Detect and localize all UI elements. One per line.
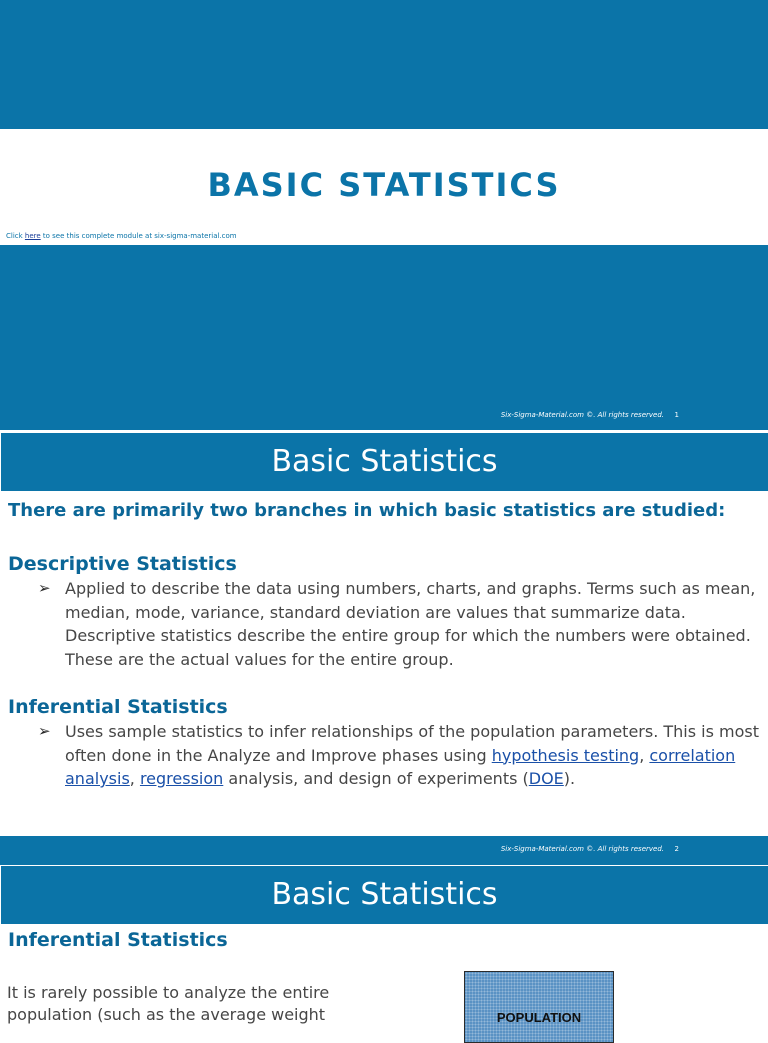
regression-link[interactable]: regression bbox=[139, 769, 224, 788]
descriptive-heading: Descriptive Statistics bbox=[8, 553, 237, 575]
separator: , bbox=[129, 769, 140, 788]
slide3-body-text: It is rarely possible to analyze the entire population (such as the average weight bbox=[7, 983, 330, 1024]
slide2-footer-copyright: Six-Sigma-Material.com ©. All rights reserved. bbox=[500, 845, 664, 853]
slide3-inferential-heading: Inferential Statistics bbox=[8, 929, 228, 951]
slide1-title: BASIC STATISTICS bbox=[207, 166, 561, 204]
descriptive-bullet bbox=[38, 577, 764, 671]
inferential-bullet-text bbox=[38, 720, 764, 791]
hypothesis-testing-link[interactable]: hypothesis testing bbox=[491, 745, 640, 765]
arrow-bullet-icon: ➢ bbox=[38, 722, 51, 740]
doe-link[interactable]: DOE bbox=[528, 769, 564, 788]
inferential-text-mid: analysis, and design of experiments ( bbox=[223, 769, 529, 788]
population-box bbox=[464, 971, 614, 1043]
slide1-top-band bbox=[0, 0, 768, 129]
slide2-intro: There are primarily two branches in which basic statistics are studied: bbox=[8, 500, 726, 521]
separator: , bbox=[639, 745, 650, 765]
slide3-header: Basic Statistics bbox=[1, 866, 768, 924]
slide1-module-note bbox=[6, 232, 237, 240]
slide1-footer-copyright: Six-Sigma-Material.com ©. All rights reserved. bbox=[500, 411, 664, 419]
inferential-text-end: ). bbox=[563, 769, 576, 788]
slide2-footer-band bbox=[0, 836, 768, 865]
slide1-page-number: 1 bbox=[674, 411, 679, 419]
descriptive-bullet-text: Applied to describe the data using numbers, charts, and graphs. Terms such as mean, median, mode, variance, standard deviation are values that summarize data. Descriptive statistics describe the entire group for which the numbers were obtained. These are the actual values for the entire group. bbox=[65, 579, 756, 669]
slide2-header: Basic Statistics bbox=[1, 433, 768, 491]
note-prefix: Click bbox=[6, 232, 25, 240]
inferential-bullet bbox=[38, 720, 764, 791]
correlation-analysis-link[interactable]: correlation analysis bbox=[65, 745, 736, 788]
inferential-heading: Inferential Statistics bbox=[8, 696, 228, 718]
arrow-bullet-icon: ➢ bbox=[38, 579, 51, 597]
population-label: POPULATION bbox=[496, 1010, 582, 1025]
slide1-bottom-band bbox=[0, 245, 768, 430]
here-link[interactable]: here bbox=[24, 232, 41, 240]
slide2-page-number: 2 bbox=[674, 845, 679, 853]
note-suffix: to see this complete module at six-sigma-material.com bbox=[40, 232, 237, 240]
inferential-text-start: Uses sample statistics to infer relationships of the population parameters. This is most often done in the Analyze and Improve phases using bbox=[65, 722, 760, 765]
